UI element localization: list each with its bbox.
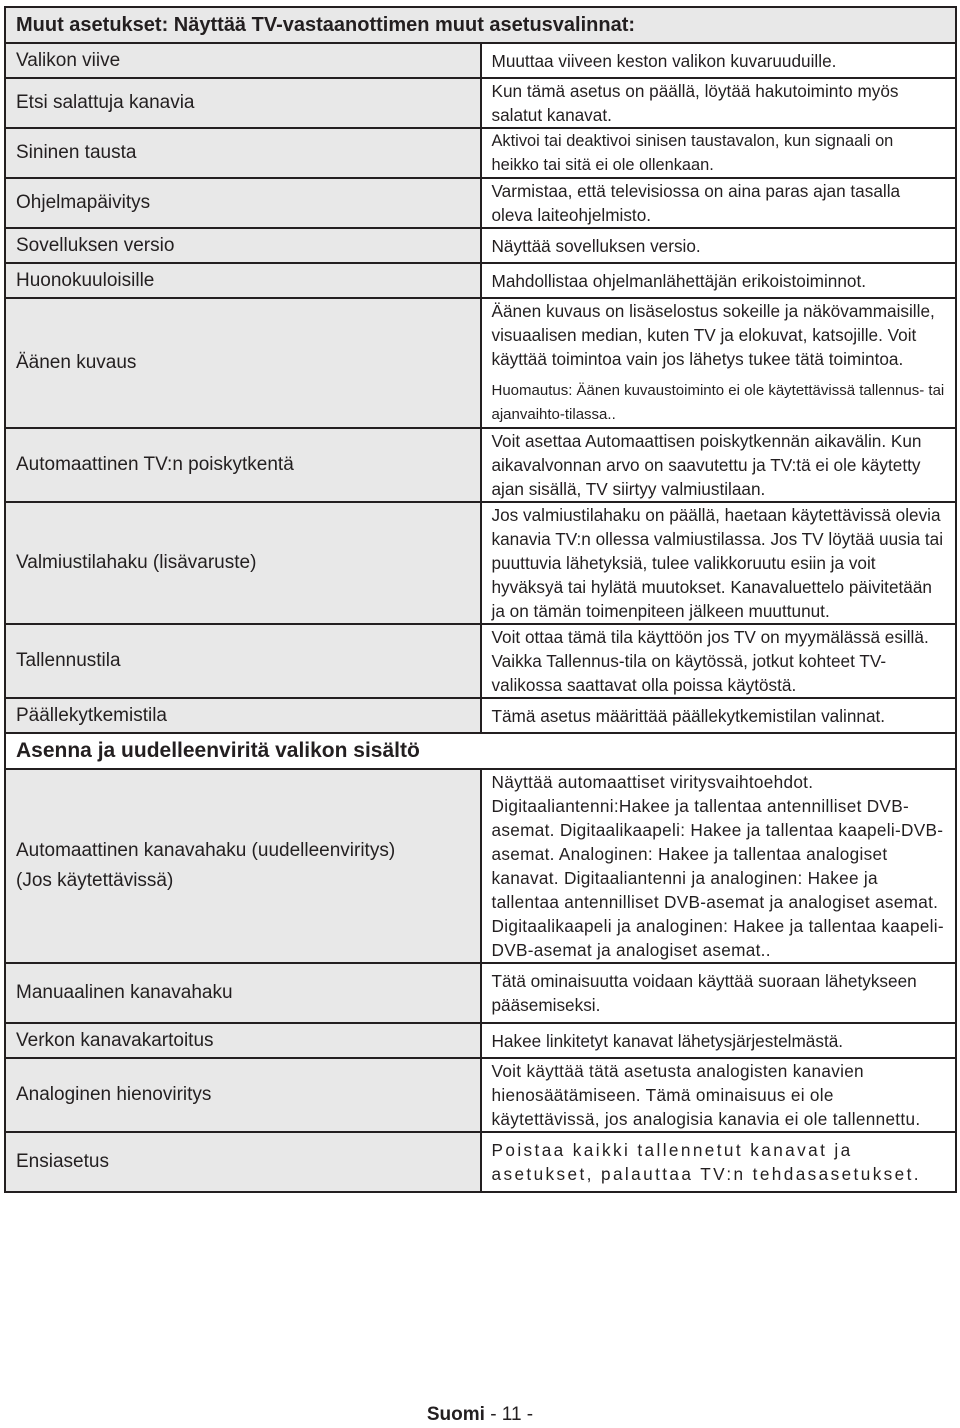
settings-document: [4, 6, 957, 1193]
row-label: Automaattinen TV:n poiskytkentä: [5, 428, 481, 502]
row-description: Voit käyttää tätä asetusta analogisten kanavien hienosäätämiseen. Tämä ominaisuus ei ole käytettävissä, jos analogisia kanavia ei ole tallennettu.: [481, 1058, 957, 1132]
row-label: Päällekytkemistila: [5, 698, 481, 733]
row-label-text: Automaattinen kanavahaku (uudelleenviritys): [16, 840, 396, 861]
row-label: Analoginen hienoviritys: [5, 1058, 481, 1132]
row-label: Äänen kuvaus: [5, 298, 481, 428]
footer-language: Suomi: [426, 1404, 485, 1425]
row-label: Sovelluksen versio: [5, 228, 481, 263]
row-description: Varmistaa, että televisiossa on aina paras ajan tasalla oleva laiteohjelmisto.: [481, 178, 957, 228]
table-row: [5, 698, 956, 733]
row-description: Jos valmiustilahaku on päällä, haetaan käytettävissä olevia kanavia TV:n ollessa valmiustilassa. Jos TV löytää uusia tai puuttuvia lähetyksiä, tulee valikkoruutu esiin ja voit hyväksyä tai hylätä muutokset. Kanavaluettelo päivitetään ja on tämän toimenpiteen jälkeen muuttunut.: [481, 502, 957, 624]
row-label: Manuaalinen kanavahaku: [5, 963, 481, 1023]
table-row: [5, 1132, 956, 1192]
section-title-other-settings: Muut asetukset: Näyttää TV-vastaanottimen muut asetusvalinnat:: [5, 7, 956, 43]
row-description: Näyttää automaattiset viritysvaihtoehdot. Digitaaliantenni:Hakee ja tallentaa antennilliset DVB-asemat. Digitaalikaapeli: Hakee ja tallentaa kaapeli-DVB-asemat. Analoginen: Hakee ja tallentaa analogiset kanavat. Digitaaliantenni ja analoginen: Hakee ja tallentaa antennilliset DVB-asemat ja analogiset asemat. Digitaalikaapeli ja analoginen: Hakee ja tallentaa kaapeli-DVB-asemat ja analogiset asemat..: [481, 769, 957, 963]
row-label: Ensiasetus: [5, 1132, 481, 1192]
row-label-sub: (Jos käytettävissä): [16, 870, 174, 891]
table-row: [5, 963, 956, 1023]
row-label: Sininen tausta: [5, 128, 481, 178]
row-description: Hakee linkitetyt kanavat lähetysjärjestelmästä.: [481, 1023, 957, 1058]
settings-table: [4, 6, 957, 1193]
row-description: Kun tämä asetus on päällä, löytää hakutoiminto myös salatut kanavat.: [481, 78, 957, 128]
table-row: [5, 178, 956, 228]
row-label: Etsi salattuja kanavia: [5, 78, 481, 128]
row-label: Tallennustila: [5, 624, 481, 698]
section-title-install-retune: Asenna ja uudelleenviritä valikon sisältö: [5, 733, 956, 769]
table-row: [5, 128, 956, 178]
description-text: Äänen kuvaus on lisäselostus sokeille ja näkövammaisille, visuaalisen median, kuten TV ja elokuvat, katsojille. Voit käyttää toimintoa vain jos lähetys tukee tätä toimintoa.: [491, 301, 935, 369]
row-label: Verkon kanavakartoitus: [5, 1023, 481, 1058]
table-row: [5, 298, 956, 428]
row-description: Tätä ominaisuutta voidaan käyttää suoraan lähetykseen pääsemiseksi.: [481, 963, 957, 1023]
table-row: [5, 1023, 956, 1058]
table-row: [5, 428, 956, 502]
table-row: [5, 502, 956, 624]
row-description: Muuttaa viiveen keston valikon kuvaruuduille.: [481, 43, 957, 78]
row-description: Aktivoi tai deaktivoi sinisen taustavalon, kun signaali on heikko tai sitä ei ole ollenkaan.: [481, 128, 957, 178]
row-description: Voit ottaa tämä tila käyttöön jos TV on myymälässä esillä. Vaikka Tallennus-tila on käytössä, jotkut kohteet TV-valikossa saattavat olla poissa käytöstä.: [481, 624, 957, 698]
table-row: [5, 624, 956, 698]
table-row: [5, 769, 956, 963]
row-description: Tämä asetus määrittää päällekytkemistilan valinnat.: [481, 698, 957, 733]
table-row: [5, 228, 956, 263]
description-note: Huomautus: Äänen kuvaustoiminto ei ole käytettävissä tallennus- tai ajanvaihto-tilassa..: [491, 382, 945, 423]
table-row: [5, 43, 956, 78]
page-number: - 11 -: [490, 1404, 534, 1425]
table-row: [5, 78, 956, 128]
row-description: [481, 298, 957, 428]
row-description: Voit asettaa Automaattisen poiskytkennän aikavälin. Kun aikavalvonnan arvo on saavutettu ja TV:tä ei ole käytetty ajan sisällä, TV siirtyy valmiustilaan.: [481, 428, 957, 502]
row-label: Huonokuuloisille: [5, 263, 481, 298]
row-label: Valikon viive: [5, 43, 481, 78]
table-row: [5, 263, 956, 298]
row-label: Ohjelmapäivitys: [5, 178, 481, 228]
row-label: [5, 769, 481, 963]
row-label: Valmiustilahaku (lisävaruste): [5, 502, 481, 624]
table-row: [5, 1058, 956, 1132]
row-description: Poistaa kaikki tallennetut kanavat ja asetukset, palauttaa TV:n tehdasasetukset.: [481, 1132, 957, 1192]
row-description: Näyttää sovelluksen versio.: [481, 228, 957, 263]
page-footer: [0, 1404, 960, 1426]
row-description: Mahdollistaa ohjelmanlähettäjän erikoistoiminnot.: [481, 263, 957, 298]
